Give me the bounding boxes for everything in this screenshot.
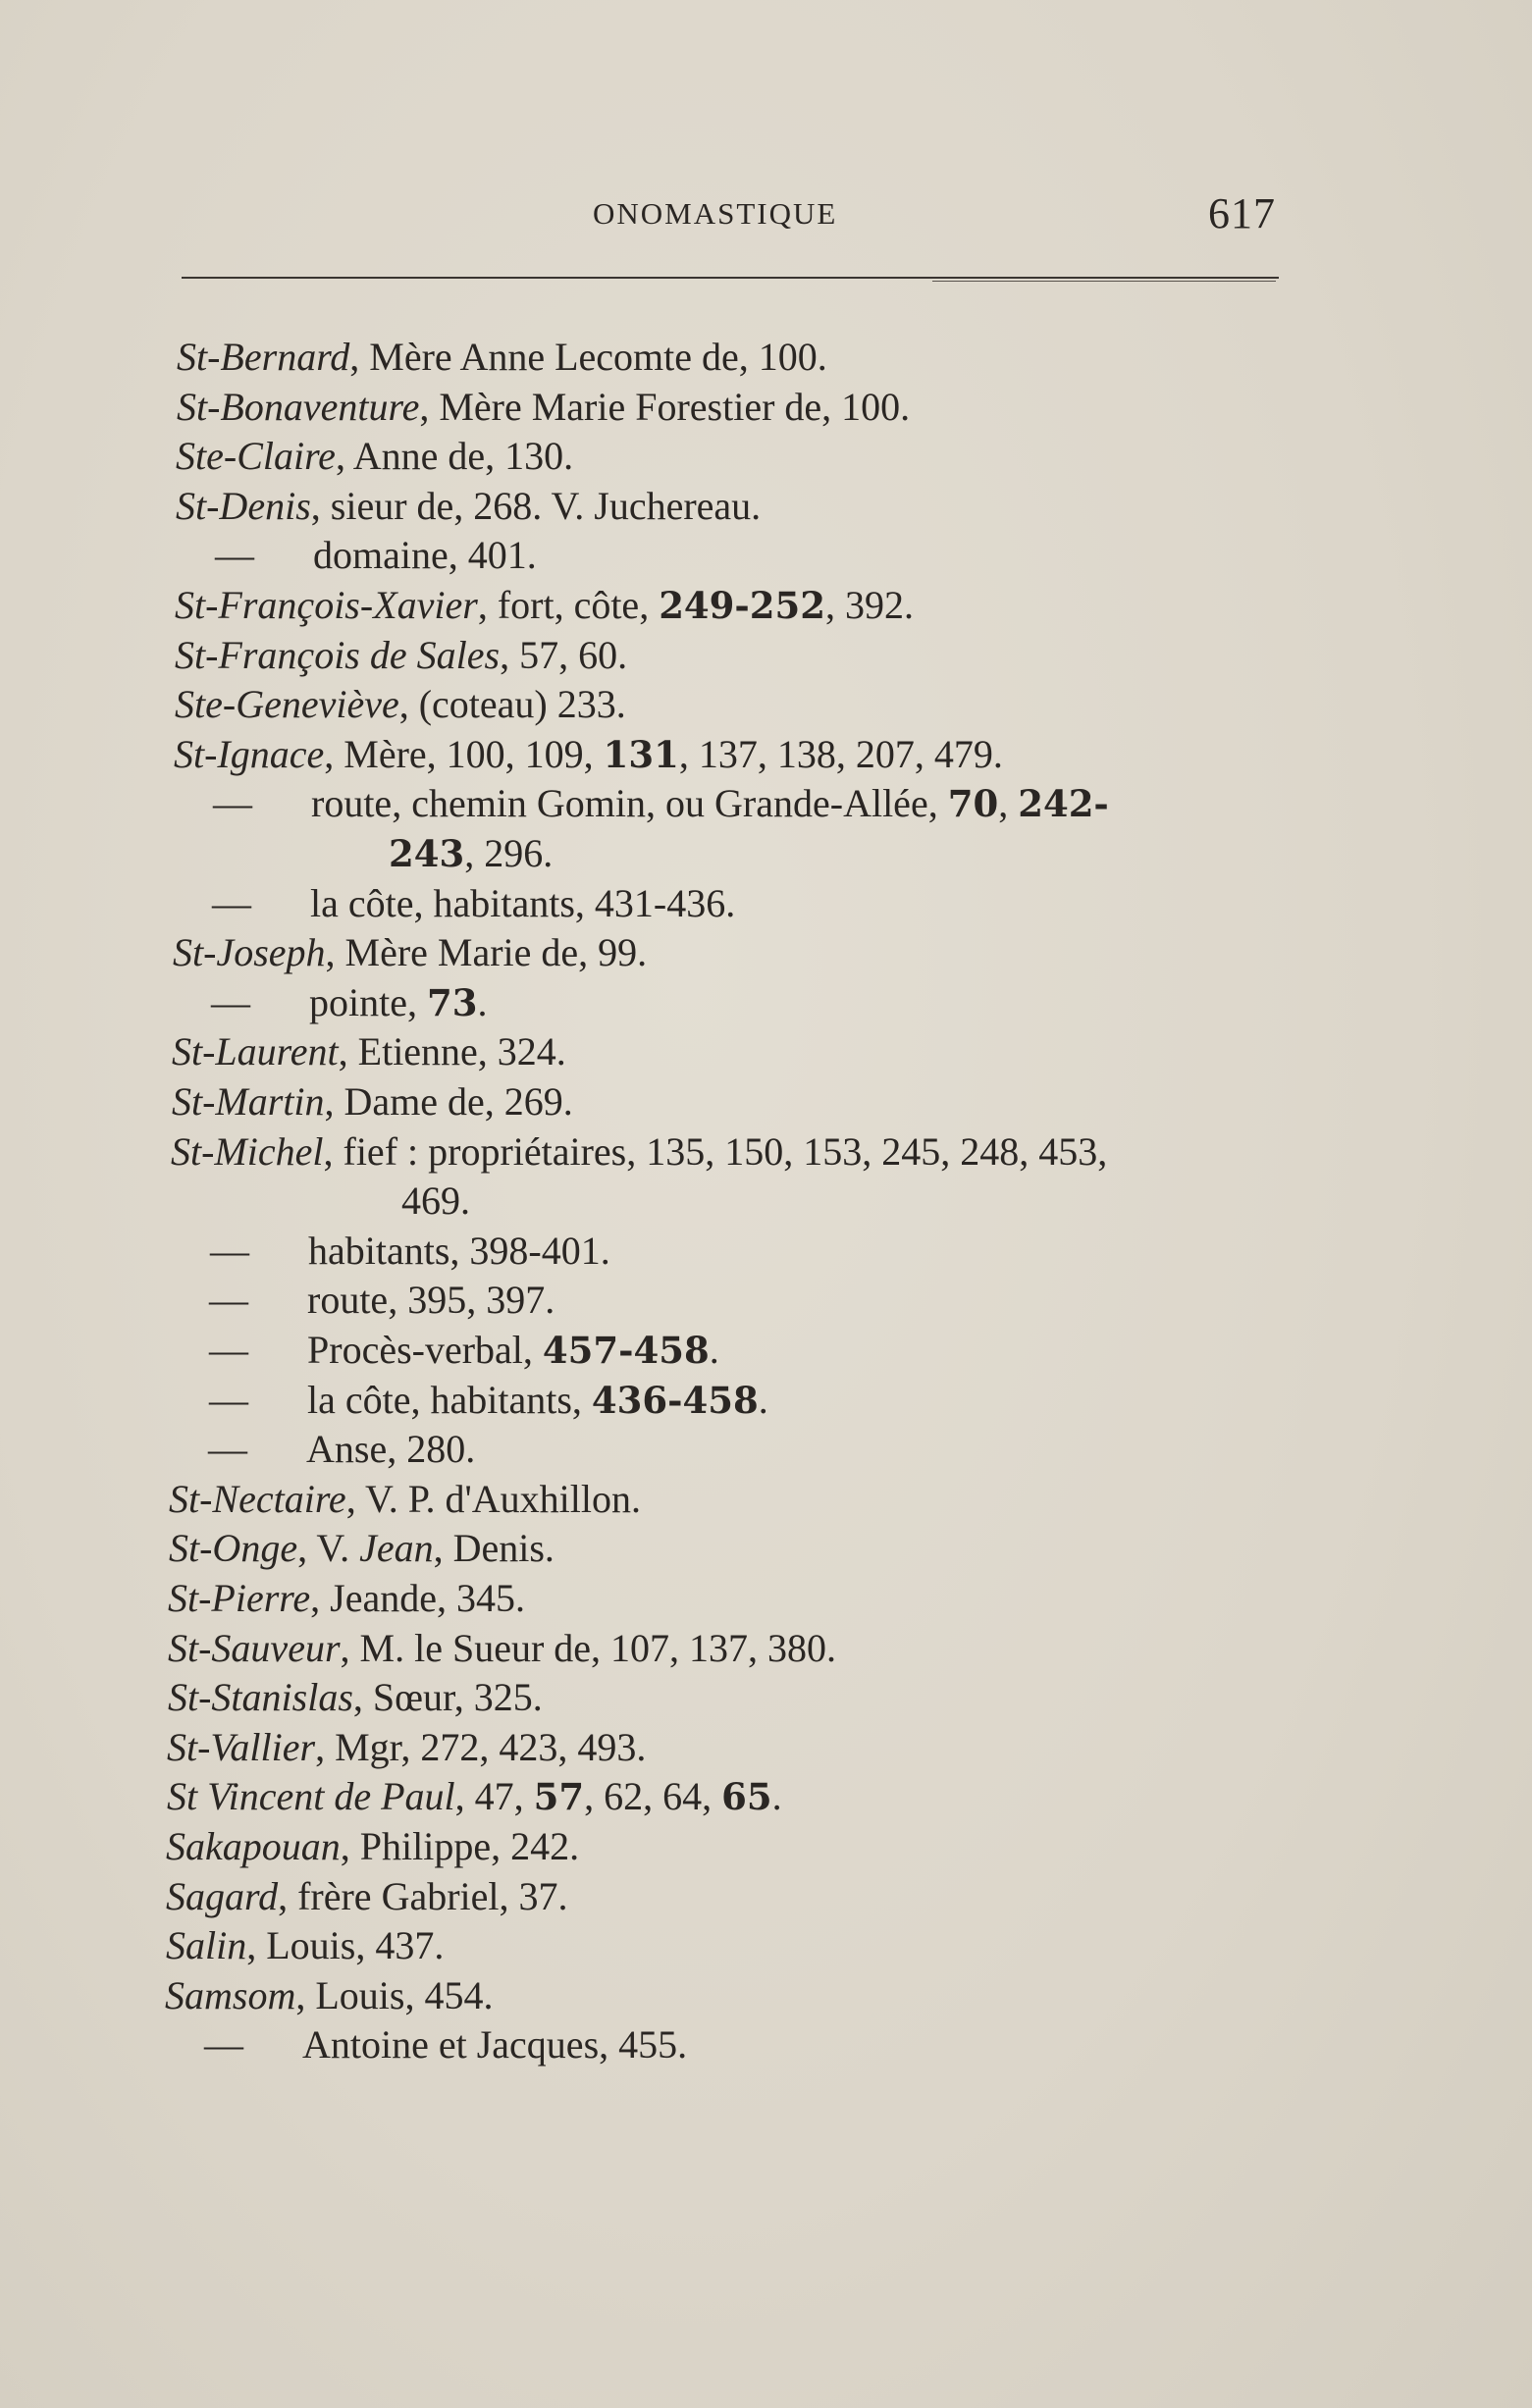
entry-dash: — bbox=[209, 1377, 248, 1422]
entry-text: , Louis, 437. bbox=[246, 1923, 445, 1968]
entry-heading: St-Bonaventure bbox=[177, 384, 420, 429]
index-entry bbox=[204, 2019, 687, 2070]
entry-heading: St-Laurent bbox=[172, 1029, 339, 1074]
entry-text: , Mgr, 272, 423, 493. bbox=[315, 1724, 647, 1769]
entry-text: domaine, 401. bbox=[313, 533, 537, 578]
index-entry bbox=[166, 1871, 568, 1922]
entry-bold-ref: 73 bbox=[426, 980, 478, 1024]
entry-text: . bbox=[709, 1328, 719, 1372]
entry-text: Anse, 280. bbox=[306, 1427, 476, 1472]
entry-heading: St-Vallier bbox=[167, 1724, 316, 1769]
entry-text: , 62, 64, bbox=[584, 1774, 722, 1819]
entry-text: 469. bbox=[401, 1178, 470, 1224]
entry-text: , Dame de, 269. bbox=[324, 1079, 573, 1124]
entry-heading: Jean bbox=[359, 1526, 434, 1571]
index-entry bbox=[172, 1026, 566, 1077]
index-entry bbox=[168, 1672, 543, 1723]
entry-heading: St-Michel bbox=[171, 1128, 324, 1174]
index-entry bbox=[401, 1176, 470, 1227]
index-entry bbox=[209, 1275, 555, 1326]
page-number: 617 bbox=[1208, 189, 1276, 237]
index-entry bbox=[169, 1474, 641, 1525]
entry-heading: St-Stanislas bbox=[168, 1675, 353, 1720]
entry-text: , Etienne, 324. bbox=[338, 1029, 566, 1074]
entry-text: , Denis. bbox=[433, 1526, 555, 1571]
entry-heading: St-Joseph bbox=[173, 930, 326, 975]
index-entry bbox=[175, 679, 626, 730]
entry-text: route, 395, 397. bbox=[307, 1278, 555, 1323]
entry-bold-ref: 57 bbox=[533, 1775, 585, 1819]
entry-text: , Mère Marie de, 99. bbox=[325, 930, 648, 975]
entry-text: , Anne de, 130. bbox=[335, 434, 574, 479]
entry-text: , fief : propriétaires, 135, 150, 153, 245, 248, 453, bbox=[323, 1128, 1108, 1174]
entry-text: route, chemin Gomin, ou Grande-Allée, bbox=[311, 781, 948, 826]
entry-text: la côte, habitants, 431-436. bbox=[310, 880, 736, 925]
entry-heading: St-Sauveur bbox=[168, 1625, 341, 1670]
entry-dash: — bbox=[212, 880, 251, 925]
header-rule bbox=[182, 277, 1279, 279]
entry-text: , Mère Marie Forestier de, 100. bbox=[419, 384, 911, 429]
entry-text: , Jeande, 345. bbox=[310, 1576, 525, 1620]
entry-heading: St-Denis bbox=[176, 483, 311, 528]
entry-text: , M. le Sueur de, 107, 137, 380. bbox=[340, 1625, 837, 1670]
entry-text: , (coteau) 233. bbox=[398, 682, 626, 727]
index-entry bbox=[166, 1821, 579, 1872]
entry-dash: — bbox=[210, 1228, 249, 1273]
entry-dash: — bbox=[211, 979, 250, 1024]
entry-heading: St-François de Sales bbox=[175, 632, 501, 677]
entry-text: la côte, habitants, bbox=[307, 1377, 592, 1422]
index-entry bbox=[208, 1424, 475, 1475]
entry-bold-ref: 457-458 bbox=[542, 1329, 710, 1372]
entry-heading: St-Ignace bbox=[174, 731, 325, 776]
entry-heading: St-Martin bbox=[172, 1079, 325, 1124]
entry-text: , Philippe, 242. bbox=[340, 1824, 580, 1868]
index-entry bbox=[215, 530, 537, 581]
index-entry bbox=[212, 878, 735, 929]
index-entry bbox=[209, 1325, 719, 1376]
page-header bbox=[177, 188, 1276, 247]
entry-bold-ref: 65 bbox=[721, 1775, 772, 1819]
entry-heading: Samsom bbox=[165, 1972, 296, 2017]
index-entry bbox=[177, 382, 910, 433]
index-entry bbox=[175, 580, 914, 631]
entry-heading: Ste-Geneviève bbox=[175, 682, 399, 727]
entry-heading: Ste-Claire bbox=[176, 434, 336, 479]
entry-text: , bbox=[998, 781, 1019, 826]
index-entry bbox=[209, 1375, 768, 1426]
entry-text: , V. bbox=[297, 1526, 360, 1571]
entry-text: habitants, 398-401. bbox=[308, 1228, 610, 1273]
index-entry bbox=[167, 1722, 646, 1773]
index-entry bbox=[166, 1920, 444, 1971]
entry-text: , 137, 138, 207, 479. bbox=[678, 731, 1003, 776]
entry-text: , Sœur, 325. bbox=[352, 1675, 543, 1720]
entry-text: Procès-verbal, bbox=[307, 1328, 543, 1372]
entry-text: , sieur de, 268. V. Juchereau. bbox=[310, 483, 762, 528]
entry-heading: St-Bernard bbox=[177, 335, 350, 379]
header-rule-fragment bbox=[932, 281, 1276, 282]
entry-heading: Sagard bbox=[166, 1873, 279, 1918]
index-entry bbox=[176, 431, 573, 482]
index-entry bbox=[174, 729, 1003, 780]
entry-text: , 296. bbox=[464, 831, 554, 875]
entry-text: , Mère, 100, 109, bbox=[324, 731, 604, 776]
entry-text: , Louis, 454. bbox=[295, 1972, 494, 2017]
entry-bold-ref: 436-458 bbox=[591, 1378, 759, 1422]
entry-heading: Salin bbox=[166, 1923, 247, 1968]
index-entry bbox=[210, 1226, 610, 1277]
index-entry bbox=[389, 828, 553, 879]
entry-dash: — bbox=[208, 1427, 247, 1472]
entry-dash: — bbox=[215, 533, 254, 578]
entry-text: , 47, bbox=[454, 1774, 534, 1819]
entry-text: , Mère Anne Lecomte de, 100. bbox=[349, 335, 827, 379]
entry-dash: — bbox=[213, 781, 252, 826]
entry-bold-ref: 242- bbox=[1018, 782, 1109, 826]
entry-text: pointe, bbox=[309, 979, 427, 1024]
entry-text: . bbox=[477, 979, 488, 1024]
entry-heading: Sakapouan bbox=[166, 1824, 341, 1868]
entry-text: . bbox=[771, 1774, 782, 1819]
index-entry bbox=[177, 332, 827, 383]
entry-text: , fort, côte, bbox=[477, 583, 660, 627]
entry-bold-ref: 131 bbox=[603, 732, 679, 776]
index-entry bbox=[176, 481, 761, 532]
entry-heading: St Vincent de Paul bbox=[167, 1774, 455, 1819]
entry-heading: St-Nectaire bbox=[169, 1476, 346, 1521]
entry-text: , V. P. d'Auxhillon. bbox=[345, 1476, 641, 1521]
entry-bold-ref: 249-252 bbox=[659, 584, 826, 627]
entry-heading: St-Pierre bbox=[168, 1576, 311, 1620]
index-entry bbox=[167, 1771, 782, 1822]
entry-dash: — bbox=[209, 1328, 248, 1372]
entry-text: , 57, 60. bbox=[500, 632, 628, 677]
index-entry bbox=[173, 927, 647, 978]
entry-dash: — bbox=[204, 2022, 243, 2068]
index-entry bbox=[165, 1970, 493, 2021]
entry-bold-ref: 70 bbox=[947, 782, 999, 826]
entry-text: Antoine et Jacques, 455. bbox=[302, 2022, 688, 2068]
index-entry bbox=[172, 1076, 573, 1127]
index-entry bbox=[213, 778, 1109, 829]
entry-heading: St-Onge bbox=[169, 1526, 298, 1571]
index-entry bbox=[175, 630, 627, 681]
entry-text: , frère Gabriel, 37. bbox=[278, 1873, 568, 1918]
index-entry bbox=[168, 1623, 836, 1674]
index-entry bbox=[169, 1523, 555, 1574]
entry-dash: — bbox=[209, 1278, 248, 1323]
entry-bold-ref: 243 bbox=[389, 832, 465, 875]
entry-text: , 392. bbox=[825, 583, 915, 627]
entry-text: . bbox=[758, 1377, 768, 1422]
index-entry bbox=[168, 1573, 525, 1624]
entry-heading: St-François-Xavier bbox=[175, 583, 478, 627]
index-entry bbox=[171, 1126, 1107, 1178]
running-title: ONOMASTIQUE bbox=[593, 196, 838, 231]
index-entry bbox=[211, 977, 487, 1028]
